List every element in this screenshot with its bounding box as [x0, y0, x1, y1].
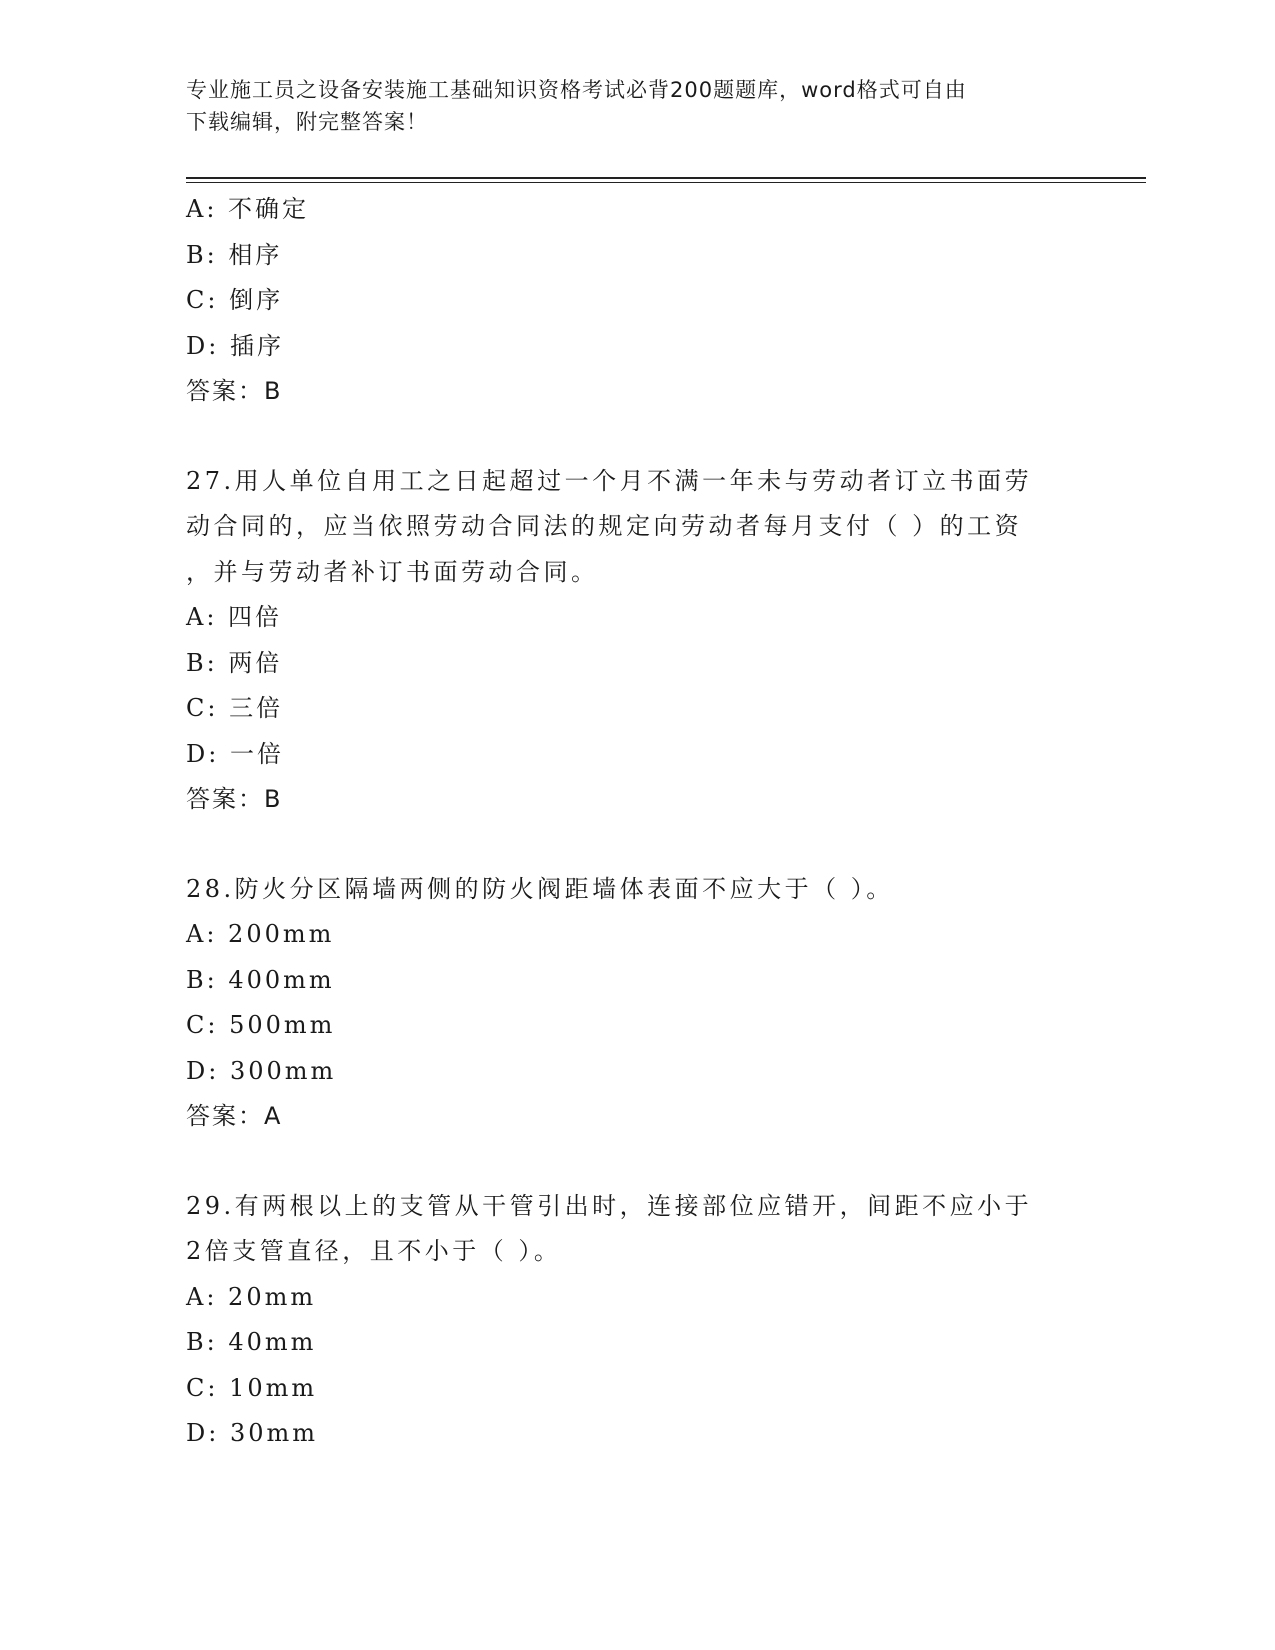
option-b: B: 40mm [186, 1328, 317, 1356]
header-divider-thin [186, 182, 1146, 183]
question-text-line: 27.用人单位自用工之日起超过一个月不满一年未与劳动者订立书面劳 [186, 466, 1033, 495]
option-c: C: 倒序 [186, 286, 284, 314]
question-29 [186, 1184, 1086, 1457]
option-b: B: 两倍 [186, 648, 283, 677]
option-a: A: 不确定 [186, 195, 310, 223]
option-a: A: 200mm [186, 920, 335, 948]
answer-line: 答案：B [186, 785, 283, 813]
question-text-line: 29.有两根以上的支管从干管引出时，连接部位应错开，间距不应小于 [186, 1191, 1033, 1220]
header-divider-thick [186, 177, 1146, 179]
header-line-2: 下载编辑，附完整答案！ [186, 110, 428, 134]
option-d: D: 300mm [186, 1056, 337, 1085]
document-header [186, 74, 1066, 138]
option-c: C: 10mm [186, 1373, 318, 1402]
question-text-line: 动合同的，应当依照劳动合同法的规定向劳动者每月支付（ ）的工资 [186, 512, 1023, 540]
question-list [186, 187, 1086, 1457]
option-b: B: 400mm [186, 965, 335, 994]
question-26-options [186, 187, 1086, 415]
answer-line: 答案：A [186, 1102, 283, 1130]
option-d: D: 30mm [186, 1419, 319, 1447]
question-27 [186, 459, 1086, 823]
answer-line: 答案：B [186, 377, 283, 405]
question-28 [186, 867, 1086, 1140]
question-text-line: 2倍支管直径，且不小于（ ）。 [186, 1237, 562, 1265]
option-a: A: 20mm [186, 1282, 317, 1311]
header-line-1: 专业施工员之设备安装施工基础知识资格考试必背200题题库，word格式可自由 [186, 78, 967, 102]
option-c: C: 三倍 [186, 694, 284, 722]
question-text-line: 28.防火分区隔墙两侧的防火阀距墙体表面不应大于（ ）。 [186, 874, 894, 903]
question-text-line: ，并与劳动者补订书面劳动合同。 [186, 557, 599, 586]
option-a: A: 四倍 [186, 603, 283, 631]
option-d: D: 一倍 [186, 739, 284, 768]
option-b: B: 相序 [186, 240, 283, 269]
option-c: C: 500mm [186, 1011, 336, 1039]
option-d: D: 插序 [186, 331, 284, 360]
